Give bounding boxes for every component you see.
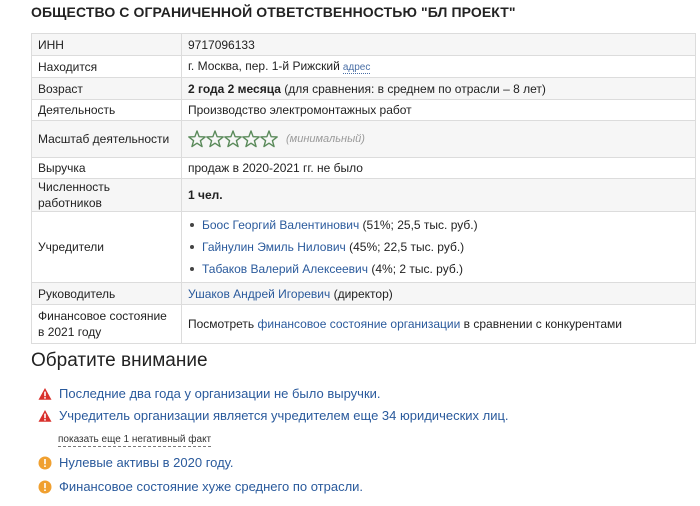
row-activity bbox=[32, 100, 696, 121]
warning-text[interactable]: Последние два года у организации не было выручки. bbox=[59, 386, 381, 401]
founders-list bbox=[188, 214, 689, 280]
company-info-table bbox=[31, 33, 696, 344]
founders-label: Учредители bbox=[32, 212, 182, 283]
star-outline-icon bbox=[260, 130, 278, 148]
warning-item bbox=[38, 386, 381, 401]
row-location bbox=[32, 56, 696, 78]
activity-label: Деятельность bbox=[32, 100, 182, 121]
scale-rating bbox=[188, 130, 278, 148]
row-inn bbox=[32, 34, 696, 56]
exclamation-circle-icon bbox=[38, 480, 52, 494]
row-age bbox=[32, 78, 696, 100]
row-finance bbox=[32, 305, 696, 344]
revenue-label: Выручка bbox=[32, 158, 182, 179]
warning-triangle-icon bbox=[38, 409, 52, 423]
founder-link[interactable]: Гайнулин Эмиль Нилович bbox=[202, 240, 346, 254]
inn-label: ИНН bbox=[32, 34, 182, 56]
location-value: г. Москва, пер. 1-й Рижский bbox=[188, 58, 340, 73]
scale-cell bbox=[182, 121, 696, 158]
age-cell bbox=[182, 78, 696, 100]
inn-value: 9717096133 bbox=[182, 34, 696, 56]
scale-label: Масштаб деятельности bbox=[32, 121, 182, 158]
row-staff bbox=[32, 179, 696, 212]
age-value: 2 года 2 месяца bbox=[188, 81, 281, 96]
activity-value: Производство электромонтажных работ bbox=[182, 100, 696, 121]
warning-item bbox=[38, 408, 509, 423]
star-outline-icon bbox=[242, 130, 260, 148]
warning-triangle-icon bbox=[38, 387, 52, 401]
founder-item bbox=[188, 214, 689, 236]
row-revenue bbox=[32, 158, 696, 179]
notice-text[interactable]: Финансовое состояние хуже среднего по отрасли. bbox=[59, 479, 364, 494]
scale-note: (минимальный) bbox=[286, 133, 365, 145]
notice-item bbox=[38, 479, 363, 494]
finance-suffix: в сравнении с конкурентами bbox=[460, 317, 623, 331]
founders-cell bbox=[182, 212, 696, 283]
show-more-link[interactable]: показать еще 1 негативный факт bbox=[58, 434, 212, 445]
finance-label: Финансовое состояние в 2021 году bbox=[32, 305, 182, 344]
founder-share: (4%; 2 тыс. руб.) bbox=[368, 262, 464, 276]
star-outline-icon bbox=[224, 130, 242, 148]
finance-cell bbox=[182, 305, 696, 344]
row-head bbox=[32, 283, 696, 305]
founder-link[interactable]: Боос Георгий Валентинович bbox=[202, 218, 360, 232]
location-cell bbox=[182, 56, 696, 78]
founder-share: (51%; 25,5 тыс. руб.) bbox=[359, 218, 478, 232]
staff-label: Численность работников bbox=[32, 179, 182, 212]
age-label: Возраст bbox=[32, 78, 182, 100]
finance-prefix: Посмотреть bbox=[188, 317, 258, 331]
star-outline-icon bbox=[206, 130, 224, 148]
head-role: (директор) bbox=[330, 286, 393, 301]
head-cell bbox=[182, 283, 696, 305]
row-scale bbox=[32, 121, 696, 158]
staff-value: 1 чел. bbox=[182, 179, 696, 212]
star-outline-icon bbox=[188, 130, 206, 148]
founder-share: (45%; 22,5 тыс. руб.) bbox=[345, 240, 465, 254]
finance-link[interactable]: финансовое состояние организации bbox=[257, 317, 461, 331]
location-label: Находится bbox=[32, 56, 182, 78]
founder-item bbox=[188, 258, 689, 280]
notice-text[interactable]: Нулевые активы в 2020 году. bbox=[59, 455, 234, 470]
notice-item bbox=[38, 455, 234, 470]
head-link[interactable]: Ушаков Андрей Игоревич bbox=[188, 286, 331, 301]
address-link[interactable]: адрес bbox=[342, 61, 371, 73]
head-label: Руководитель bbox=[32, 283, 182, 305]
founder-item bbox=[188, 236, 689, 258]
founder-link[interactable]: Табаков Валерий Алексеевич bbox=[202, 262, 369, 276]
revenue-value: продаж в 2020-2021 гг. не было bbox=[182, 158, 696, 179]
age-compare: (для сравнения: в среднем по отрасли – 8 лет) bbox=[284, 81, 546, 96]
row-founders bbox=[32, 212, 696, 283]
attention-title: Обратите внимание bbox=[31, 350, 208, 371]
company-title: ОБЩЕСТВО С ОГРАНИЧЕННОЙ ОТВЕТСТВЕННОСТЬЮ "БЛ ПРОЕКТ" bbox=[31, 4, 516, 20]
exclamation-circle-icon bbox=[38, 456, 52, 470]
warning-text[interactable]: Учредитель организации является учредителем еще 34 юридических лиц. bbox=[59, 408, 509, 423]
